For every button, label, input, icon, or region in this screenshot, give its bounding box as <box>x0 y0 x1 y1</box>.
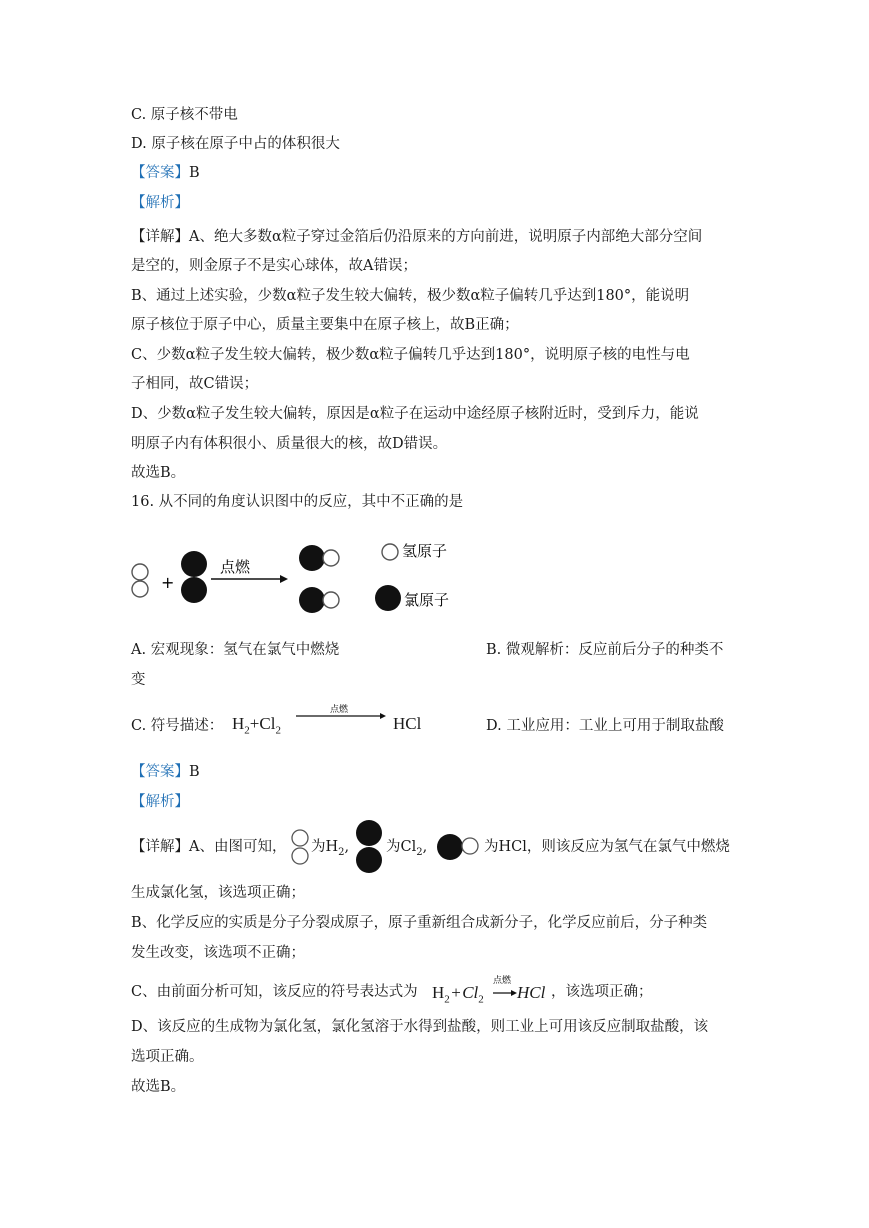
answer-line-2 <box>131 762 200 782</box>
legend-chlorine-label: 氯原子 <box>404 591 450 609</box>
answer-tag: 【答案】 <box>131 764 189 780</box>
option-a: A. 宏观现象：氢气在氯气中燃烧 <box>131 642 340 658</box>
detail-line-c: B、通过上述实验，少数α粒子发生较大偏转，极少数α粒子偏转几乎达到180°，能说明 <box>131 288 690 304</box>
detail2-formula-product: HCl <box>517 983 546 1002</box>
option-c-product: HCl <box>393 714 422 733</box>
h2-label: 为$H_2$, <box>311 839 350 858</box>
cl2-text: 为Cl <box>386 839 417 855</box>
h2-text: 为H <box>311 839 339 855</box>
detail-line-a <box>131 227 702 247</box>
detail2-formula-arrow <box>491 972 519 1000</box>
detail-tag: 【详解】 <box>131 229 189 245</box>
arrow-label: 点燃 <box>220 558 251 576</box>
detail-text: A、绝大多数α粒子穿过金箔后仍沿原来的方向前进，说明原子内部绝大部分空间 <box>189 229 703 245</box>
option-c-prefix: C. 符号描述： <box>131 718 224 734</box>
detail-line-g: D、少数α粒子发生较大偏转，原因是α粒子在运动中途经原子核附近时，受到斥力，能说 <box>131 406 699 422</box>
detail2-line-c-tail: ，该选项正确； <box>551 984 653 1000</box>
detail-line-f: 子相同，故C错误； <box>131 376 259 392</box>
detail2-line-b2: 发生改变，该选项不正确； <box>131 945 305 961</box>
detail2-line-d2: 选项正确。 <box>131 1049 204 1065</box>
detail2-line-b1: B、化学反应的实质是分子分裂成原子，原子重新组合成新分子，化学反应前后，分子种类 <box>131 915 708 931</box>
option-d-text: D. 原子核在原子中占的体积很大 <box>131 136 340 152</box>
answer-value: B <box>189 165 200 181</box>
choose-line-2: 故选B。 <box>131 1079 186 1095</box>
option-c-formula: $H_2+Cl_2$ <box>232 714 281 737</box>
detail-line-e: C、少数α粒子发生较大偏转，极少数α粒子偏转几乎达到180°，说明原子核的电性与电 <box>131 347 690 363</box>
choose-line: 故选B。 <box>131 465 186 481</box>
detail-line-b: 是空的，则金原子不是实心球体，故A错误； <box>131 258 417 274</box>
option-c-arrow-label: 点燃 <box>330 705 349 715</box>
cl2-inline-icon <box>354 819 384 875</box>
option-c-text: C. 原子核不带电 <box>131 107 238 123</box>
detail2-line-a <box>131 837 286 857</box>
reaction-diagram <box>120 540 480 620</box>
detail2-line-a2: 生成氯化氢，该选项正确； <box>131 885 305 901</box>
detail-line-d: 原子核位于原子中心，质量主要集中在原子核上，故B正确； <box>131 317 519 333</box>
option-d: D. 工业应用：工业上可用于制取盐酸 <box>486 718 724 734</box>
cl2-molecule <box>181 551 207 603</box>
h2-inline-icon <box>289 828 311 868</box>
option-c <box>131 716 223 736</box>
h2-molecule <box>132 564 148 597</box>
detail-tag: 【详解】 <box>131 839 189 855</box>
detail2-arrow-label: 点燃 <box>493 976 512 986</box>
legend-hydrogen <box>382 544 398 560</box>
detail2-formula-reactants: $H_2$ + $Cl_2$ <box>432 983 484 1006</box>
analysis-tag: 【解析】 <box>131 794 189 810</box>
hcl-inline-icon <box>436 833 484 861</box>
hcl-molecule <box>299 587 339 613</box>
detail-text: A、由图可知， <box>189 839 287 855</box>
detail2-line-c: C、由前面分析可知，该反应的符号表达式为 <box>131 984 418 1000</box>
answer-line-1 <box>131 163 200 183</box>
detail2-line-d1: D、该反应的生成物为氯化氢，氯化氢溶于水得到盐酸，则工业上可用该反应制取盐酸，该 <box>131 1019 709 1035</box>
question-16: 16. 从不同的角度认识图中的反应，其中不正确的是 <box>131 494 464 510</box>
answer-tag: 【答案】 <box>131 165 189 181</box>
reaction-arrow <box>211 575 288 583</box>
option-b-continued: 变 <box>131 672 146 688</box>
analysis-tag: 【解析】 <box>131 195 189 211</box>
hcl-molecule <box>299 545 339 571</box>
cl2-label: 为$Cl_2$, <box>386 839 428 858</box>
option-b: B. 微观解析：反应前后分子的种类不 <box>486 642 724 658</box>
plus-sign: + <box>161 573 175 592</box>
answer-value: B <box>189 764 200 780</box>
hcl-label: 为HCl，则该反应为氢气在氯气中燃烧 <box>484 839 730 855</box>
detail-line-h: 明原子内有体积很小、质量很大的核，故D错误。 <box>131 436 448 452</box>
legend-chlorine <box>375 585 401 611</box>
option-c-arrow <box>294 702 389 722</box>
legend-hydrogen-label: 氢原子 <box>402 542 448 560</box>
